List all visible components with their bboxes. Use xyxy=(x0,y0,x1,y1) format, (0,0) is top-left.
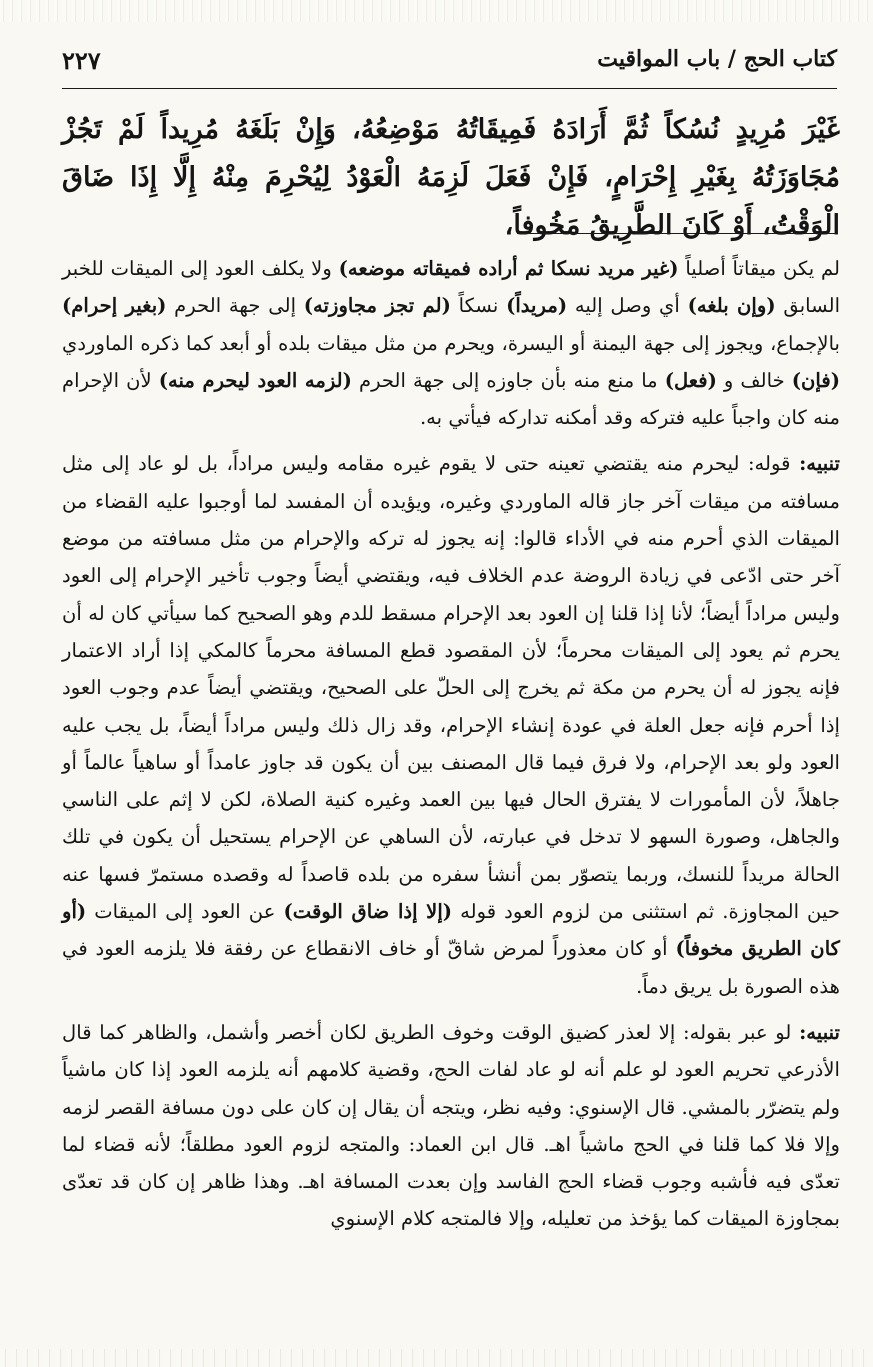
quoted-matn: (إلا إذا ضاق الوقت) xyxy=(283,900,453,924)
commentary-text: لم يكن ميقاتاً أصلياً xyxy=(685,257,841,280)
page-header xyxy=(62,40,837,86)
running-head: كتاب الحج / باب المواقيت xyxy=(597,46,837,72)
commentary-text: لو عبر بقوله: إلا لعذر كضيق الوقت وخوف الطريق لكان أخصر وأشمل، والظاهر كما قال الأذرعي تحريم العود لو علم أنه لو عاد لفات الحج، وقضية كلامهم أنه يلزمه العود إذا كان ماشياً ولم يتضرّر بالمشي. قال الإسنوي: وفيه نظر، ويتجه أن يقال إن كان على دون مسافة القصر لزمه وإلا فلا كما قلنا في الحج ماشياً اهـ. قال ابن العماد: والمتجه لزوم العود مطلقاً؛ لأنه قضاء لما تعدّى فيه فأشبه وجوب قضاء الحج الفاسد وإن بعدت المسافة اهـ. وهذا ظاهر إن كان قد تعدّى بمجاوزة الميقات كما يؤخذ من تعليله، وإلا فالمتجه كلام الإسنوي xyxy=(62,1020,840,1231)
quoted-matn: (غير مريد نسكا ثم أراده فميقاته موضعه) xyxy=(338,257,679,280)
scan-edge-top xyxy=(0,0,873,22)
commentary-paragraph-2 xyxy=(62,445,840,1004)
note-label: تنبيه: xyxy=(799,1020,840,1044)
commentary-text: أو كان معذوراً لمرض شاقّ أو خاف الانقطاع عن رفقة فلا يلزمه العود في هذه الصورة بل يريق دماً. xyxy=(62,937,840,998)
quoted-matn: (لم تجز مجاوزته) xyxy=(303,294,451,318)
note-label: تنبيه: xyxy=(799,452,841,476)
quoted-matn: (فعل) xyxy=(664,368,717,392)
quoted-matn: (فإن) xyxy=(791,368,841,392)
quoted-matn: (بغير إحرام) xyxy=(62,294,167,318)
commentary-text: إلى جهة الحرم xyxy=(174,294,297,318)
commentary-text: عن العود إلى الميقات xyxy=(94,900,276,924)
commentary-text: أي وصل إليه xyxy=(574,294,680,318)
commentary-text: بالإجماع، ويجوز إلى جهة اليمنة أو اليسرة، ويحرم من مثل ميقات بلده أو أبعد كما ذكره الماوردي xyxy=(62,331,840,355)
quoted-matn: (لزمه العود ليحرم منه) xyxy=(158,368,352,392)
commentary-paragraph-3 xyxy=(62,1014,840,1238)
quoted-matn: (أو كان الطريق مخوفاً) xyxy=(62,900,840,961)
scan-edge-bottom xyxy=(0,1349,873,1367)
page-number: ٢٢٧ xyxy=(62,46,101,75)
commentary-text: نسكاً xyxy=(458,294,499,318)
commentary-paragraph-1 xyxy=(62,250,840,436)
quoted-matn: (وإن بلغه) xyxy=(687,294,776,318)
commentary xyxy=(62,250,840,1238)
matn-text: غَيْرَ مُرِيدٍ نُسُكاً ثُمَّ أَرَادَهُ فَمِيقَاتُهُ مَوْضِعُهُ، وَإِنْ بَلَغَهُ مُرِيداً لَمْ تَجُزْ مُجَاوَزَتُهُ بِغَيْرِ إِحْرَامٍ، فَإِنْ فَعَلَ لَزِمَهُ الْعَوْدُ لِيُحْرِمَ مِنْهُ إِلَّا إِذَا ضَاقَ الْوَقْتُ، أَوْ كَانَ الطَّرِيقُ مَخُوفاً، xyxy=(62,114,840,241)
header-rule xyxy=(62,88,837,89)
commentary-text: لأن الإحرام منه كان واجباً عليه فتركه وقد أمكنه تداركه فيأتي به. xyxy=(62,368,840,430)
commentary-text: ما منع منه بأن جاوزه إلى جهة الحرم xyxy=(358,368,658,392)
commentary-text: ولا يكلف العود إلى الميقات للخبر السابق xyxy=(62,257,841,318)
commentary-text: خالف و xyxy=(723,368,785,392)
quoted-matn: (مريداً) xyxy=(506,294,568,318)
commentary-text: قوله: ليحرم منه يقتضي تعينه حتى لا يقوم غيره مقامه وليس مراداً، بل لو عاد إلى مثل مسافته من ميقات آخر جاز قاله الماوردي وغيره، ويؤيده أن المفسد لما أوجبوا عليه القضاء من الميقات الذي أحرم منه في الأداء قالوا: إنه يجوز له تركه والإحرام من مثل مسافته من موضع آخر حتى ادّعى في زيادة الروضة عدم الخلاف فيه، ويقتضي أيضاً وجوب تأخير الإحرام إلى العود وليس مراداً أيضاً؛ لأنا إذا قلنا إن العود بعد الإحرام مسقط للدم وهو الصحيح كما سيأتي كان له أن يحرم ثم يعود إلى الميقات محرماً؛ لأن المقصود قطع المسافة محرماً كالمكي إذا أراد الاعتمار فإنه يجوز له أن يحرم من مكة ثم يخرج إلى الحلّ على الصحيح، ويقتضي أيضاً عدم وجوب العود إذا أحرم فإنه جعل العلة في عودة إنشاء الإحرام، وقد زال ذلك وليس مراداً أيضاً، بل يجب عليه العود ولو بعد الإحرام، ولا فرق فيما قال المصنف بين أن يكون قد جاوز عامداً أو ساهياً عالماً أو جاهلاً، لأن المأمورات لا يفترق الحال فيها بين العمد وغيره كنية الصلاة، لكن لا إثم على الناسي والجاهل، وصورة السهو لا تدخل في عبارته، لأن الساهي عن الإحرام يستحيل أن يكون في تلك الحالة مريداً للنسك، وربما يتصوّر بمن أنشأ سفره من بلده قاصداً له وقصده مستمرّ فسها عنه حين المجاوزة. ثم استثنى من لزوم العود قوله xyxy=(62,452,840,924)
footnote-separator xyxy=(517,233,835,234)
